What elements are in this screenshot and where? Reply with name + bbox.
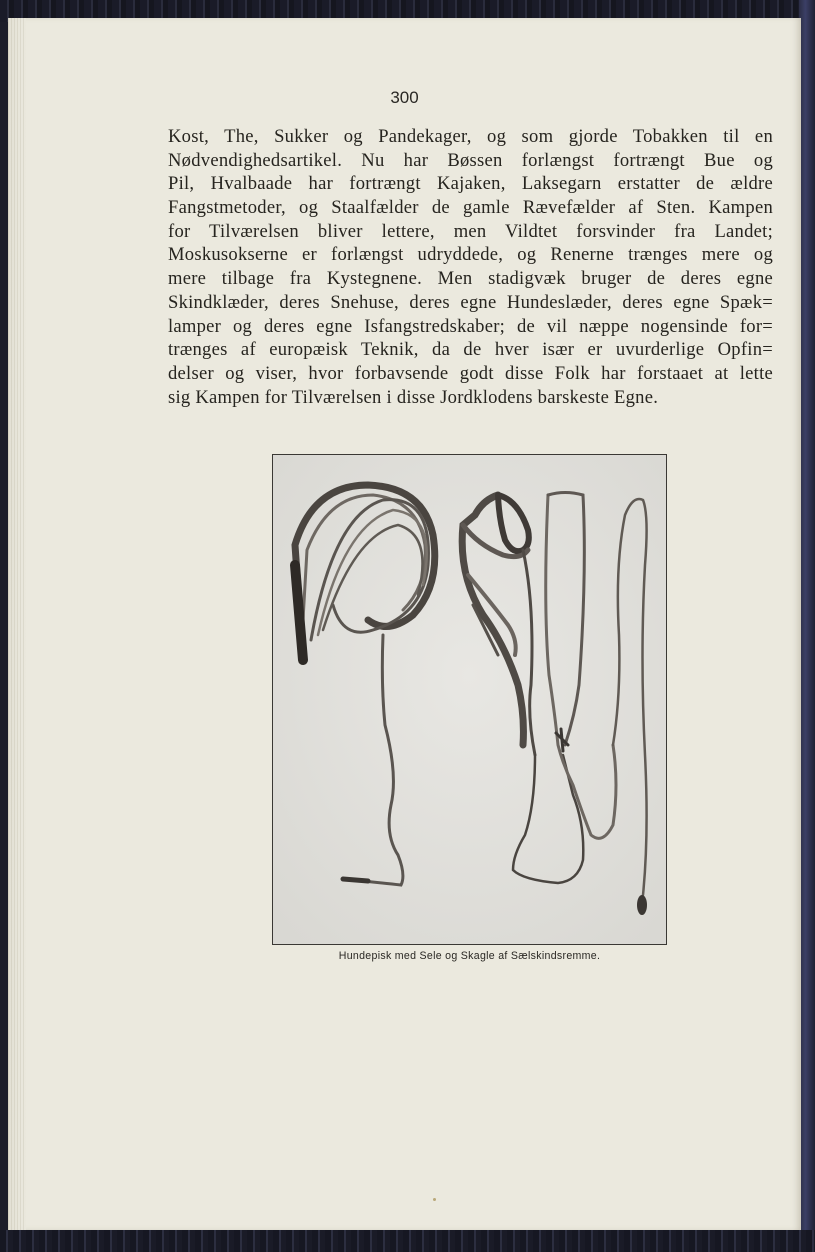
photo-illustration [273, 455, 666, 944]
text-line: trænges af europæisk Teknik, da de hver især er uvurderlige Opfin= [168, 339, 773, 361]
text-line: Nødvendighedsartikel. Nu har Bøssen forlængst fortrængt Bue og [168, 149, 773, 171]
book-binding-right [799, 0, 815, 1252]
text-line: for Tilværelsen bliver lettere, men Vildtet forsvinder fra Landet; [168, 220, 773, 242]
text-line: Moskusokserne er forlængst udryddede, og Renerne trænges mere og [168, 244, 773, 266]
text-line: sig Kampen for Tilværelsen i disse Jordklodens barskeste Egne. [168, 386, 659, 408]
paper-speck [433, 1198, 436, 1201]
text-line: Fangstmetoder, og Staalfælder de gamle Rævefælder af Sten. Kampen [168, 197, 773, 219]
figure-caption: Hundepisk med Sele og Skagle af Sælskindsremme. [338, 950, 601, 962]
body-paragraph [168, 125, 773, 409]
text-line: Skindklæder, deres Snehuse, deres egne Hundeslæder, deres egne Spæk= [168, 291, 773, 313]
text-line: lamper og deres egne Isfangstredskaber; de vil næppe nogensinde for= [168, 315, 773, 337]
photo-figure [272, 454, 667, 945]
book-binding-bottom [0, 1230, 815, 1252]
text-line: Kost, The, Sukker og Pandekager, og som gjorde Tobakken til en [168, 126, 773, 147]
text-line: Pil, Hvalbaade har fortrængt Kajaken, Laksegarn erstatter de ældre [168, 173, 773, 195]
text-line: delser og viser, hvor forbavsende godt disse Folk har forstaaet at lette [168, 362, 773, 384]
page-gutter [8, 18, 26, 1230]
page-number: 300 [390, 88, 419, 107]
text-line: mere tilbage fra Kystegnene. Men stadigvæk bruger de deres egne [168, 268, 773, 290]
book-page [8, 18, 801, 1230]
